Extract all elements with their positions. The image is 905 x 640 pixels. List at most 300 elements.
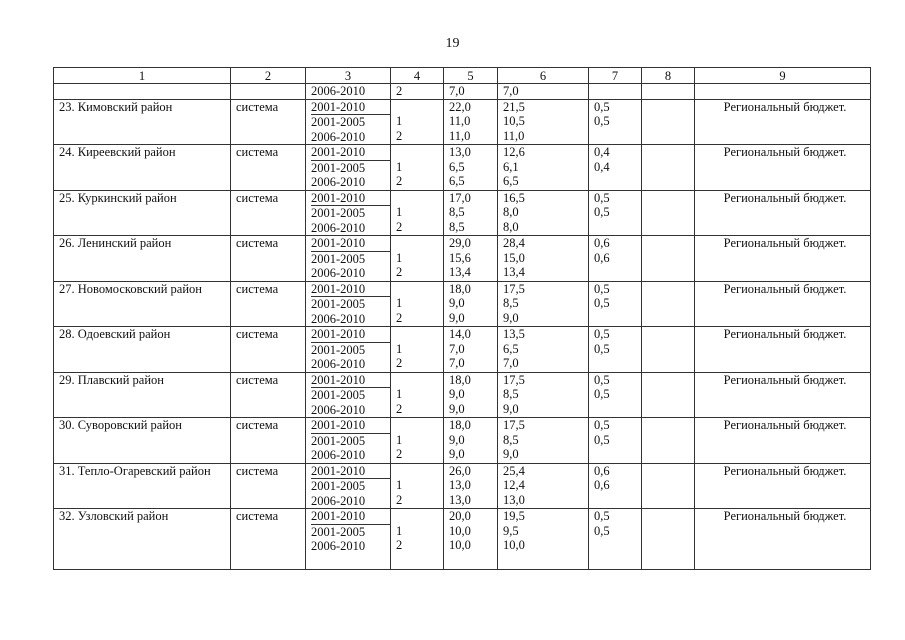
value-5: 9,0 <box>449 387 465 401</box>
empty-cell <box>642 190 695 236</box>
funding-source: Региональный бюджет. <box>723 99 847 114</box>
value-7: 0,5 <box>594 99 610 114</box>
value-5: 10,0 <box>449 538 471 552</box>
stage-value: 1 <box>396 250 403 265</box>
value-6: 8,5 <box>503 296 519 310</box>
district-cell <box>54 281 231 327</box>
empty-cell <box>642 372 695 418</box>
value-cell <box>589 236 642 282</box>
value-7: 0,6 <box>594 250 610 265</box>
value-6: 6,1 <box>503 159 519 174</box>
value-6: 16,5 <box>503 190 525 205</box>
stage-value: 1 <box>396 341 403 356</box>
value-7: 0,5 <box>594 281 610 296</box>
stage-value: 2 <box>396 265 403 279</box>
stage-cell <box>391 418 444 464</box>
period-cell <box>306 99 391 145</box>
value-7: 0,5 <box>594 432 610 447</box>
type-cell <box>231 372 306 418</box>
district-cell <box>54 463 231 509</box>
type-cell <box>231 190 306 236</box>
value-6: 25,4 <box>503 463 525 478</box>
value-6: 8,5 <box>503 432 519 447</box>
type-label: система <box>236 236 279 250</box>
period-cell <box>306 236 391 282</box>
value-cell <box>498 236 589 282</box>
value-5: 13,4 <box>449 265 471 279</box>
district-cell <box>54 509 231 570</box>
empty-cell <box>642 236 695 282</box>
value-cell <box>498 281 589 327</box>
period-value: 2001-2010 <box>311 100 390 116</box>
value-7: 0,5 <box>594 205 610 219</box>
type-label: система <box>236 327 279 341</box>
district-name: 24. Киреевский район <box>59 145 176 159</box>
type-cell <box>231 463 306 509</box>
empty-cell <box>642 327 695 373</box>
value-6: 17,5 <box>503 372 525 387</box>
value-6: 17,5 <box>503 418 525 432</box>
district-cell <box>54 327 231 373</box>
value-7: 0,5 <box>594 327 610 341</box>
value-6: 9,0 <box>503 401 519 416</box>
value-cell <box>444 372 498 418</box>
stage-value: 1 <box>396 387 403 401</box>
period-value: 2006-2010 <box>311 493 366 508</box>
district-name: 26. Ленинский район <box>59 236 172 250</box>
district-group <box>54 463 871 509</box>
type-label: система <box>236 372 279 387</box>
value-7: 0,5 <box>594 372 610 387</box>
value-6: 7,0 <box>503 356 519 370</box>
value-7: 0,6 <box>594 236 610 250</box>
stage-value: 2 <box>396 401 403 416</box>
period-value: 2001-2005 <box>311 115 366 129</box>
district-name: 32. Узловский район <box>59 509 169 523</box>
district-group <box>54 327 871 373</box>
type-cell <box>231 327 306 373</box>
district-group <box>54 236 871 282</box>
district-cell <box>54 145 231 191</box>
table-row <box>54 236 871 282</box>
period-value: 2006-2010 <box>311 175 366 189</box>
district-group <box>54 509 871 570</box>
value-7: 0,5 <box>594 190 610 205</box>
value-7 <box>594 402 641 417</box>
value-7 <box>594 220 641 235</box>
period-cell: 2006-2010 <box>306 84 391 100</box>
value-cell <box>498 327 589 373</box>
value-cell <box>444 145 498 191</box>
district-name: 27. Новомосковский район <box>59 281 202 296</box>
value-7 <box>594 174 641 189</box>
stage-value: 2 <box>396 128 403 143</box>
value-7 <box>594 129 641 144</box>
funding-source: Региональный бюджет. <box>723 145 847 159</box>
value-6: 8,5 <box>503 387 519 401</box>
stage-value <box>396 464 443 479</box>
period-value: 2006-2010 <box>311 402 366 417</box>
period-cell <box>306 281 391 327</box>
period-value: 2001-2005 <box>311 388 366 402</box>
district-name: 25. Куркинский район <box>59 190 177 205</box>
stage-cell <box>391 327 444 373</box>
period-value: 2006-2010 <box>311 311 366 326</box>
stage-value: 2 <box>396 310 403 325</box>
table-row <box>54 99 871 145</box>
period-value: 2001-2005 <box>311 206 366 220</box>
value-6: 10,5 <box>503 114 525 128</box>
value-7 <box>594 356 641 371</box>
type-label: система <box>236 418 279 432</box>
type-cell <box>231 418 306 464</box>
source-cell <box>695 236 871 282</box>
data-table <box>53 67 871 570</box>
period-value: 2001-2005 <box>311 524 366 539</box>
value-7: 0,5 <box>594 387 610 401</box>
column-header: 3 <box>306 68 391 84</box>
value-5: 20,0 <box>449 509 471 523</box>
value-7: 0,6 <box>594 478 610 492</box>
source-cell <box>695 463 871 509</box>
funding-source: Региональный бюджет. <box>723 463 847 478</box>
district-name: 23. Кимовский район <box>59 99 173 114</box>
stage-value: 1 <box>396 205 403 219</box>
period-value: 2001-2005 <box>311 342 366 357</box>
stage-cell <box>391 509 444 570</box>
type-label: система <box>236 281 279 296</box>
value-7: 0,6 <box>594 463 610 478</box>
column-header: 9 <box>695 68 871 84</box>
period-value: 2001-2010 <box>311 145 390 161</box>
period-cell <box>306 372 391 418</box>
source-cell <box>695 99 871 145</box>
period-value: 2006-2010 <box>311 220 366 235</box>
stage-cell <box>391 145 444 191</box>
type-cell <box>231 509 306 570</box>
source-cell <box>695 418 871 464</box>
value-6: 12,6 <box>503 145 525 159</box>
value-5: 13,0 <box>449 478 471 492</box>
period-value: 2006-2010 <box>311 539 366 553</box>
column-header: 5 <box>444 68 498 84</box>
value-5: 15,6 <box>449 250 471 265</box>
value-5: 14,0 <box>449 327 471 341</box>
stage-value: 1 <box>396 478 403 492</box>
value-7: 0,5 <box>594 509 610 523</box>
funding-source: Региональный бюджет. <box>723 236 847 250</box>
value-cell: 7,0 <box>444 84 498 100</box>
value-cell <box>444 281 498 327</box>
period-cell <box>306 463 391 509</box>
source-cell <box>695 327 871 373</box>
period-value: 2006-2010 <box>311 129 366 144</box>
period-value: 2006-2010 <box>311 357 366 371</box>
value-5: 11,0 <box>449 128 471 143</box>
value-cell <box>498 418 589 464</box>
value-6: 6,5 <box>503 341 519 356</box>
stage-value: 1 <box>396 114 403 128</box>
district-name: 30. Суворовский район <box>59 418 182 432</box>
value-7: 0,5 <box>594 296 610 310</box>
stage-value <box>396 327 443 342</box>
stage-cell <box>391 190 444 236</box>
table-row <box>54 281 871 327</box>
period-value: 2006-2010 <box>311 266 366 280</box>
period-cell <box>306 418 391 464</box>
value-5: 8,5 <box>449 219 465 234</box>
value-5: 26,0 <box>449 463 471 478</box>
district-cell <box>54 190 231 236</box>
district-name: 28. Одоевский район <box>59 327 171 341</box>
funding-source: Региональный бюджет. <box>723 509 847 523</box>
period-value: 2001-2010 <box>311 373 390 389</box>
stage-value <box>396 236 443 251</box>
value-5: 13,0 <box>449 492 471 507</box>
period-value: 2001-2010 <box>311 327 390 343</box>
type-label: система <box>236 145 279 159</box>
period-value: 2001-2010 <box>311 509 390 525</box>
value-6: 8,0 <box>503 219 519 234</box>
period-value: 2001-2005 <box>311 433 366 448</box>
value-cell: 7,0 <box>498 84 589 100</box>
type-cell <box>231 99 306 145</box>
empty-cell <box>642 281 695 327</box>
value-6: 28,4 <box>503 236 525 250</box>
empty-cell <box>642 99 695 145</box>
stage-cell <box>391 99 444 145</box>
table-row <box>54 509 871 570</box>
district-cell <box>54 372 231 418</box>
value-6: 13,0 <box>503 492 525 507</box>
value-cell <box>498 372 589 418</box>
district-name: 31. Тепло-Огаревский район <box>59 463 211 478</box>
district-name: 29. Плавский район <box>59 372 164 387</box>
value-cell <box>589 372 642 418</box>
value-7: 0,5 <box>594 114 610 128</box>
value-5: 9,0 <box>449 447 465 461</box>
stage-value <box>396 373 443 388</box>
stage-value: 1 <box>396 296 403 310</box>
value-cell <box>444 99 498 145</box>
value-5: 7,0 <box>449 341 465 356</box>
value-cell <box>498 509 589 570</box>
district-cell <box>54 99 231 145</box>
value-6: 17,5 <box>503 281 525 296</box>
stage-cell: 2 <box>391 84 444 100</box>
value-7 <box>594 447 641 462</box>
value-7 <box>594 265 641 280</box>
value-5: 8,5 <box>449 205 465 219</box>
stage-cell <box>391 463 444 509</box>
value-cell <box>589 327 642 373</box>
column-header: 6 <box>498 68 589 84</box>
type-cell <box>231 236 306 282</box>
value-cell <box>444 236 498 282</box>
value-5: 9,0 <box>449 401 465 416</box>
value-cell <box>444 327 498 373</box>
period-value: 2001-2010 <box>311 236 390 252</box>
type-label: система <box>236 99 279 114</box>
value-cell <box>498 99 589 145</box>
value-7: 0,4 <box>594 159 610 174</box>
stage-value: 1 <box>396 523 403 538</box>
page-number: 19 <box>445 36 460 51</box>
source-cell <box>695 509 871 570</box>
stage-value <box>396 418 443 433</box>
district-group <box>54 145 871 191</box>
value-6: 13,5 <box>503 327 525 341</box>
source-cell <box>695 281 871 327</box>
value-5: 6,5 <box>449 159 465 174</box>
value-5: 9,0 <box>449 296 465 310</box>
value-7 <box>594 538 641 553</box>
value-5: 6,5 <box>449 174 465 188</box>
value-cell <box>498 463 589 509</box>
value-7: 0,5 <box>594 341 610 356</box>
funding-source: Региональный бюджет. <box>723 372 847 387</box>
value-6: 9,0 <box>503 447 519 461</box>
period-value: 2001-2010 <box>311 282 390 298</box>
value-5: 7,0 <box>449 356 465 370</box>
value-6: 12,4 <box>503 478 525 492</box>
stage-value: 1 <box>396 159 403 174</box>
period-value: 2001-2010 <box>311 418 390 434</box>
period-value: 2001-2010 <box>311 464 390 480</box>
stage-value <box>396 191 443 206</box>
stage-cell <box>391 236 444 282</box>
type-label: система <box>236 509 279 523</box>
table-row <box>54 463 871 509</box>
value-6: 11,0 <box>503 128 525 143</box>
district-cell <box>54 418 231 464</box>
table-row <box>54 190 871 236</box>
district-group <box>54 190 871 236</box>
stage-value: 1 <box>396 432 403 447</box>
value-5: 18,0 <box>449 418 471 432</box>
table-row <box>54 145 871 191</box>
period-value: 2006-2010 <box>311 448 366 462</box>
column-header: 2 <box>231 68 306 84</box>
period-cell <box>306 190 391 236</box>
empty-cell <box>642 509 695 570</box>
carry-over-row <box>54 84 871 100</box>
value-5: 18,0 <box>449 372 471 387</box>
value-6: 19,5 <box>503 509 525 523</box>
district-group <box>54 418 871 464</box>
value-cell <box>589 99 642 145</box>
value-5: 11,0 <box>449 114 471 128</box>
stage-value: 2 <box>396 447 403 461</box>
funding-source: Региональный бюджет. <box>723 190 847 205</box>
value-cell <box>589 190 642 236</box>
table-row <box>54 372 871 418</box>
district-cell <box>54 236 231 282</box>
stage-cell <box>391 372 444 418</box>
stage-value: 2 <box>396 356 403 370</box>
stage-value <box>396 100 443 115</box>
empty-cell <box>642 145 695 191</box>
table-row <box>54 418 871 464</box>
district-group <box>54 281 871 327</box>
stage-value <box>396 282 443 297</box>
stage-value: 2 <box>396 492 403 507</box>
value-cell <box>589 418 642 464</box>
period-value: 2001-2010 <box>311 191 390 207</box>
value-6: 15,0 <box>503 250 525 265</box>
column-header: 7 <box>589 68 642 84</box>
column-header: 8 <box>642 68 695 84</box>
source-cell <box>695 372 871 418</box>
value-6: 9,0 <box>503 310 519 325</box>
type-label: система <box>236 190 279 205</box>
period-value: 2001-2005 <box>311 479 366 493</box>
funding-source: Региональный бюджет. <box>723 418 847 432</box>
value-cell <box>498 145 589 191</box>
value-7: 0,5 <box>594 523 610 538</box>
funding-source: Региональный бюджет. <box>723 281 847 296</box>
value-cell <box>589 463 642 509</box>
value-6: 9,5 <box>503 523 519 538</box>
header-row <box>54 68 871 84</box>
value-5: 29,0 <box>449 236 471 250</box>
value-7: 0,4 <box>594 145 610 159</box>
value-5: 13,0 <box>449 145 471 159</box>
period-value: 2001-2005 <box>311 251 366 266</box>
value-6: 10,0 <box>503 538 525 552</box>
funding-source: Региональный бюджет. <box>723 327 847 341</box>
stage-cell <box>391 281 444 327</box>
period-cell <box>306 145 391 191</box>
value-7 <box>594 493 641 508</box>
column-header: 1 <box>54 68 231 84</box>
stage-value <box>396 509 443 524</box>
value-5: 17,0 <box>449 190 471 205</box>
value-cell <box>444 418 498 464</box>
value-6: 8,0 <box>503 205 519 219</box>
value-cell <box>498 190 589 236</box>
value-5: 22,0 <box>449 99 471 114</box>
table-row <box>54 327 871 373</box>
value-cell <box>589 145 642 191</box>
period-value: 2001-2005 <box>311 297 366 311</box>
district-group <box>54 99 871 145</box>
type-cell <box>231 145 306 191</box>
stage-value: 2 <box>396 174 403 188</box>
empty-cell <box>642 418 695 464</box>
value-6: 21,5 <box>503 99 525 114</box>
source-cell <box>695 145 871 191</box>
source-cell <box>695 190 871 236</box>
period-value: 2001-2005 <box>311 160 366 175</box>
period-cell <box>306 509 391 570</box>
value-cell <box>444 190 498 236</box>
value-cell <box>589 509 642 570</box>
value-6: 13,4 <box>503 265 525 279</box>
value-7 <box>594 311 641 326</box>
value-cell <box>589 281 642 327</box>
value-5: 10,0 <box>449 523 471 538</box>
column-header: 4 <box>391 68 444 84</box>
empty-cell <box>642 463 695 509</box>
stage-value: 2 <box>396 219 403 234</box>
value-5: 18,0 <box>449 281 471 296</box>
period-cell <box>306 327 391 373</box>
type-label: система <box>236 463 279 478</box>
value-cell <box>444 463 498 509</box>
value-5: 9,0 <box>449 310 465 325</box>
value-7: 0,5 <box>594 418 610 432</box>
